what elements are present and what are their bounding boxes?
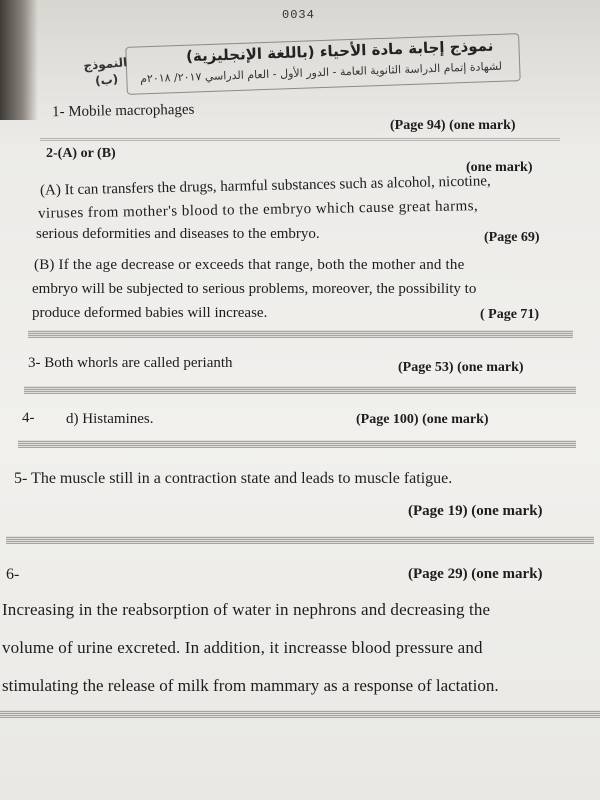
q4-answer: d) Histamines. <box>66 411 154 427</box>
q5-ref: (Page 19) (one mark) <box>408 503 543 519</box>
q2-heading: 2-(A) or (B) <box>46 146 116 161</box>
q3-ref: (Page 53) (one mark) <box>398 360 524 375</box>
q2-a-line1: (A) It can transfers the drugs, harmful substances such as alcohol, nicotine, <box>39 173 491 199</box>
q2-b-line3: produce deformed babies will increase. <box>32 305 268 321</box>
divider <box>6 536 594 544</box>
header-title: نموذج إجابة مادة الأحياء (باللغة الإنجليزية) <box>185 36 494 66</box>
q2-a-line3: serious deformities and diseases to the embryo. <box>36 226 320 242</box>
q2-mark: (one mark) <box>466 160 533 175</box>
q2-b-ref: ( Page 71) <box>480 307 540 322</box>
q6-ref: (Page 29) (one mark) <box>408 566 543 582</box>
q6-line3: stimulating the release of milk from mammary as a response of lactation. <box>2 676 499 695</box>
model-label-line2: (ب) <box>94 71 119 88</box>
q1-answer: 1- Mobile macrophages <box>51 101 195 121</box>
q2-b-line1: (B) If the age decrease or exceeds that range, both the mother and the <box>34 257 465 273</box>
divider <box>40 137 560 141</box>
q6-line1: Increasing in the reabsorption of water in nephrons and decreasing the <box>2 600 491 619</box>
q3-answer: 3- Both whorls are called perianth <box>28 355 233 371</box>
q6-number: 6- <box>6 566 20 583</box>
page-code: 0034 <box>282 8 315 22</box>
q1-ref: (Page 94) (one mark) <box>390 118 516 133</box>
page-edge-shadow <box>0 0 38 120</box>
model-label-line1: النموذج <box>82 55 128 73</box>
model-label <box>83 54 130 90</box>
divider <box>24 386 576 394</box>
q2-b-line2: embryo will be subjected to serious problems, moreover, the possibility to <box>32 281 477 297</box>
divider <box>28 330 573 338</box>
header-subtitle: لشهادة إتمام الدراسة الثانوية العامة - الدور الأول - العام الدراسي ٢٠١٧/ ٢٠١٨م <box>139 59 503 86</box>
q2-a-line2: viruses from mother's blood to the embryo which cause great harms, <box>37 198 479 222</box>
divider <box>18 440 576 448</box>
q4-ref: (Page 100) (one mark) <box>356 412 489 427</box>
q5-answer: 5- The muscle still in a contraction state and leads to muscle fatigue. <box>14 470 453 487</box>
q6-line2: volume of urine excreted. In addition, it increasse blood pressure and <box>2 638 483 657</box>
divider <box>0 710 600 718</box>
q4-number: 4- <box>22 410 35 426</box>
q2-a-ref: (Page 69) <box>484 230 540 245</box>
